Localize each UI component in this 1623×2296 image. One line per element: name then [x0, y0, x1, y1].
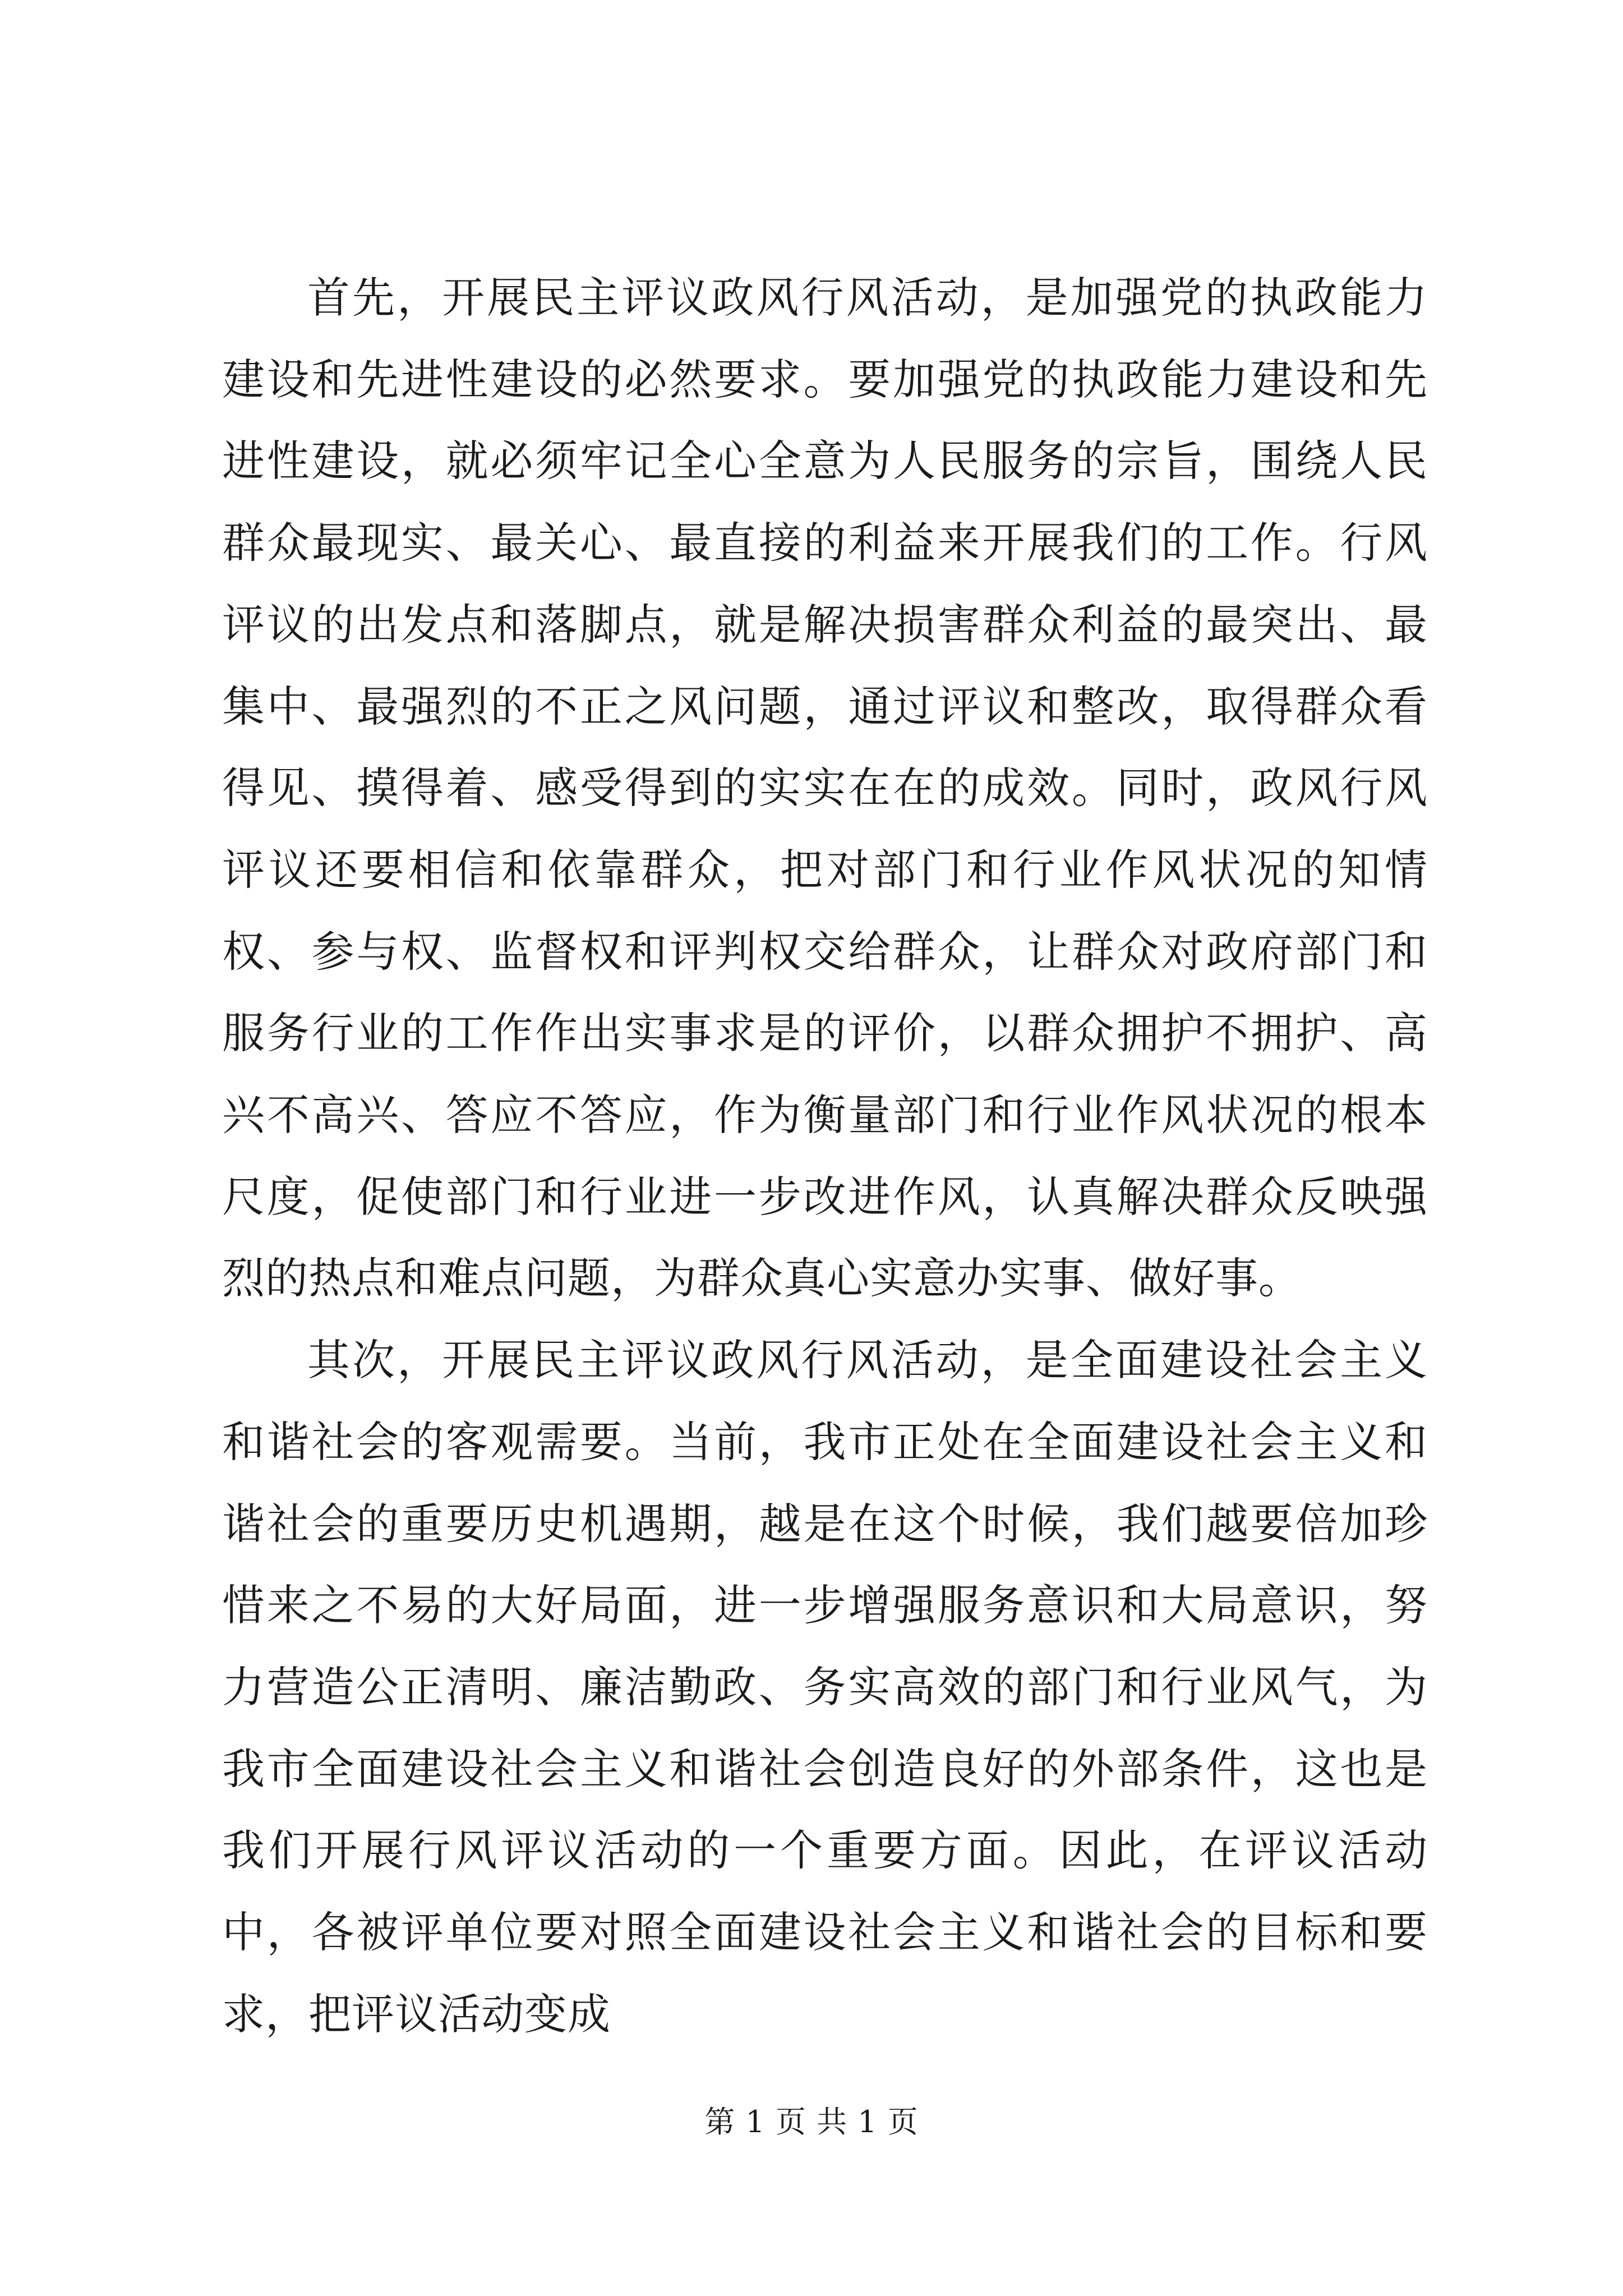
paragraph-second: 其次，开展民主评议政风行风活动，是全面建设社会主义和谐社会的客观需要。当前，我市正处在全面建设社会主义和谐社会的重要历史机遇期，越是在这个时候，我们越要倍加珍惜来之不易的大好局面，进一步增强服务意识和大局意识，努力营造公正清明、廉洁勤政、务实高效的部门和行业风气，为我市全面建设社会主义和谐社会创造良好的外部条件，这也是我们开展行风评议活动的一个重要方面。因此，在评议活动中，各被评单位要对照全面建设社会主义和谐社会的目标和要求，把评议活动变成 — [222, 1335, 1428, 2039]
page-footer: 第 1 页 共 1 页 — [704, 2104, 919, 2139]
paragraph-first: 首先，开展民主评议政风行风活动，是加强党的执政能力建设和先进性建设的必然要求。要加强党的执政能力建设和先进性建设，就必须牢记全心全意为人民服务的宗旨，围绕人民群众最现实、最关心、最直接的利益来开展我们的工作。行风评议的出发点和落脚点，就是解决损害群众利益的最突出、最集中、最强烈的不正之风问题，通过评议和整改，取得群众看得见、摸得着、感受得到的实实在在的成效。同时，政风行风评议还要相信和依靠群众，把对部门和行业作风状况的知情权、参与权、监督权和评判权交给群众，让群众对政府部门和服务行业的工作作出实事求是的评价，以群众拥护不拥护、高兴不高兴、答应不答应，作为衡量部门和行业作风状况的根本尺度，促使部门和行业进一步改进作风，认真解决群众反映强烈的热点和难点问题，为群众真心实意办实事、做好事。 — [222, 273, 1428, 1304]
document-body — [222, 257, 1428, 2055]
